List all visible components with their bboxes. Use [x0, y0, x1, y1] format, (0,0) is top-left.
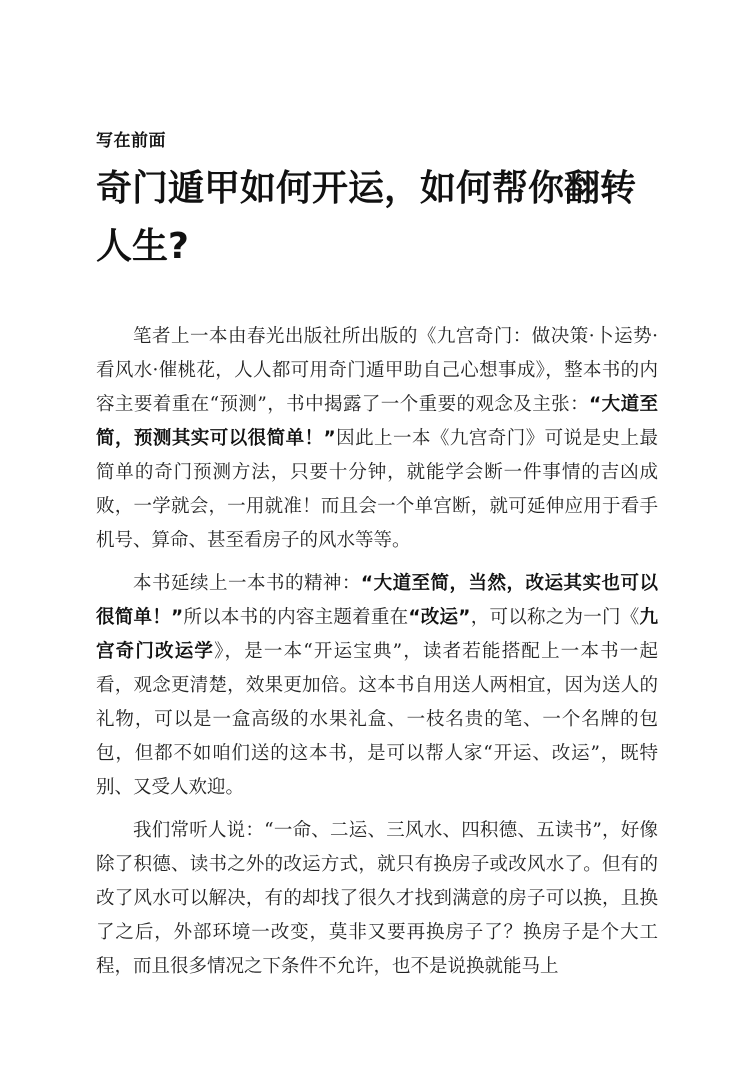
paragraph-2-text-g: 》，是一本“开运宝典”，读者若能搭配上一本书一起看，观念更清楚，效果更加倍。这本书自用送人两相宜，因为送人的礼物，可以是一盒高级的水果礼盒、一枝名贵的笔、一个名牌的包包，但都不如咱们送的这本书，是可以帮人家“开运、改运”，既特别、又受人欢迎。 [96, 641, 658, 798]
paragraph-2-text-c: 所以本书的内容主题着重在 [183, 607, 409, 628]
paragraph-2-emphasis-2: “改运” [408, 607, 471, 628]
document-page [96, 0, 658, 1065]
paragraph-2-text-e: ，可以称之为一门《 [470, 607, 640, 628]
paragraph-1-text-c: 因此上一本《九宫奇门》可说是史上最简单的奇门预测方法，只要十分钟，就能学会断一件事情的吉凶成败，一学就会，一用就准！而且会一个单宫断，就可延伸应用于看手机号、算命、甚至看房子的风水等等。 [96, 428, 658, 551]
paragraph-1-text-a: 笔者上一本由春光出版社所出版的《九宫奇门：做决策·卜运势·看风水·催桃花，人人都可用奇门遁甲助自己心想事成》，整本书的内容主要着重在“预测”，书中揭露了一个重要的观念及主张： [96, 326, 658, 415]
paragraph-2-emphasis-3: 九宫奇门改运学 [96, 607, 658, 662]
paragraph-3: 我们常听人说：“一命、二运、三风水、四积德、五读书”，好像除了积德、读书之外的改运方式，就只有换房子或改风水了。但有的改了风水可以解决，有的却找了很久才找到满意的房子可以换，且换了之后，外部环境一改变，莫非又要再换房子了？换房子是个大工程，而且很多情况之下条件不允许，也不是说换就能马上 [96, 820, 658, 977]
paragraph-2 [96, 567, 658, 805]
paragraph-2-emphasis-1: “大道至简，当然，改运其实也可以很简单！” [96, 573, 658, 628]
chapter-title: 奇门遁甲如何开运，如何帮你翻转人生? [96, 168, 637, 267]
body-text [96, 320, 658, 993]
section-label: 写在前面 [96, 131, 166, 151]
paragraph-1 [96, 320, 658, 558]
paragraph-1-emphasis: “大道至简，预测其实可以很简单！” [96, 394, 658, 449]
paragraph-2-text-a: 本书延续上一本书的精神： [133, 573, 361, 594]
